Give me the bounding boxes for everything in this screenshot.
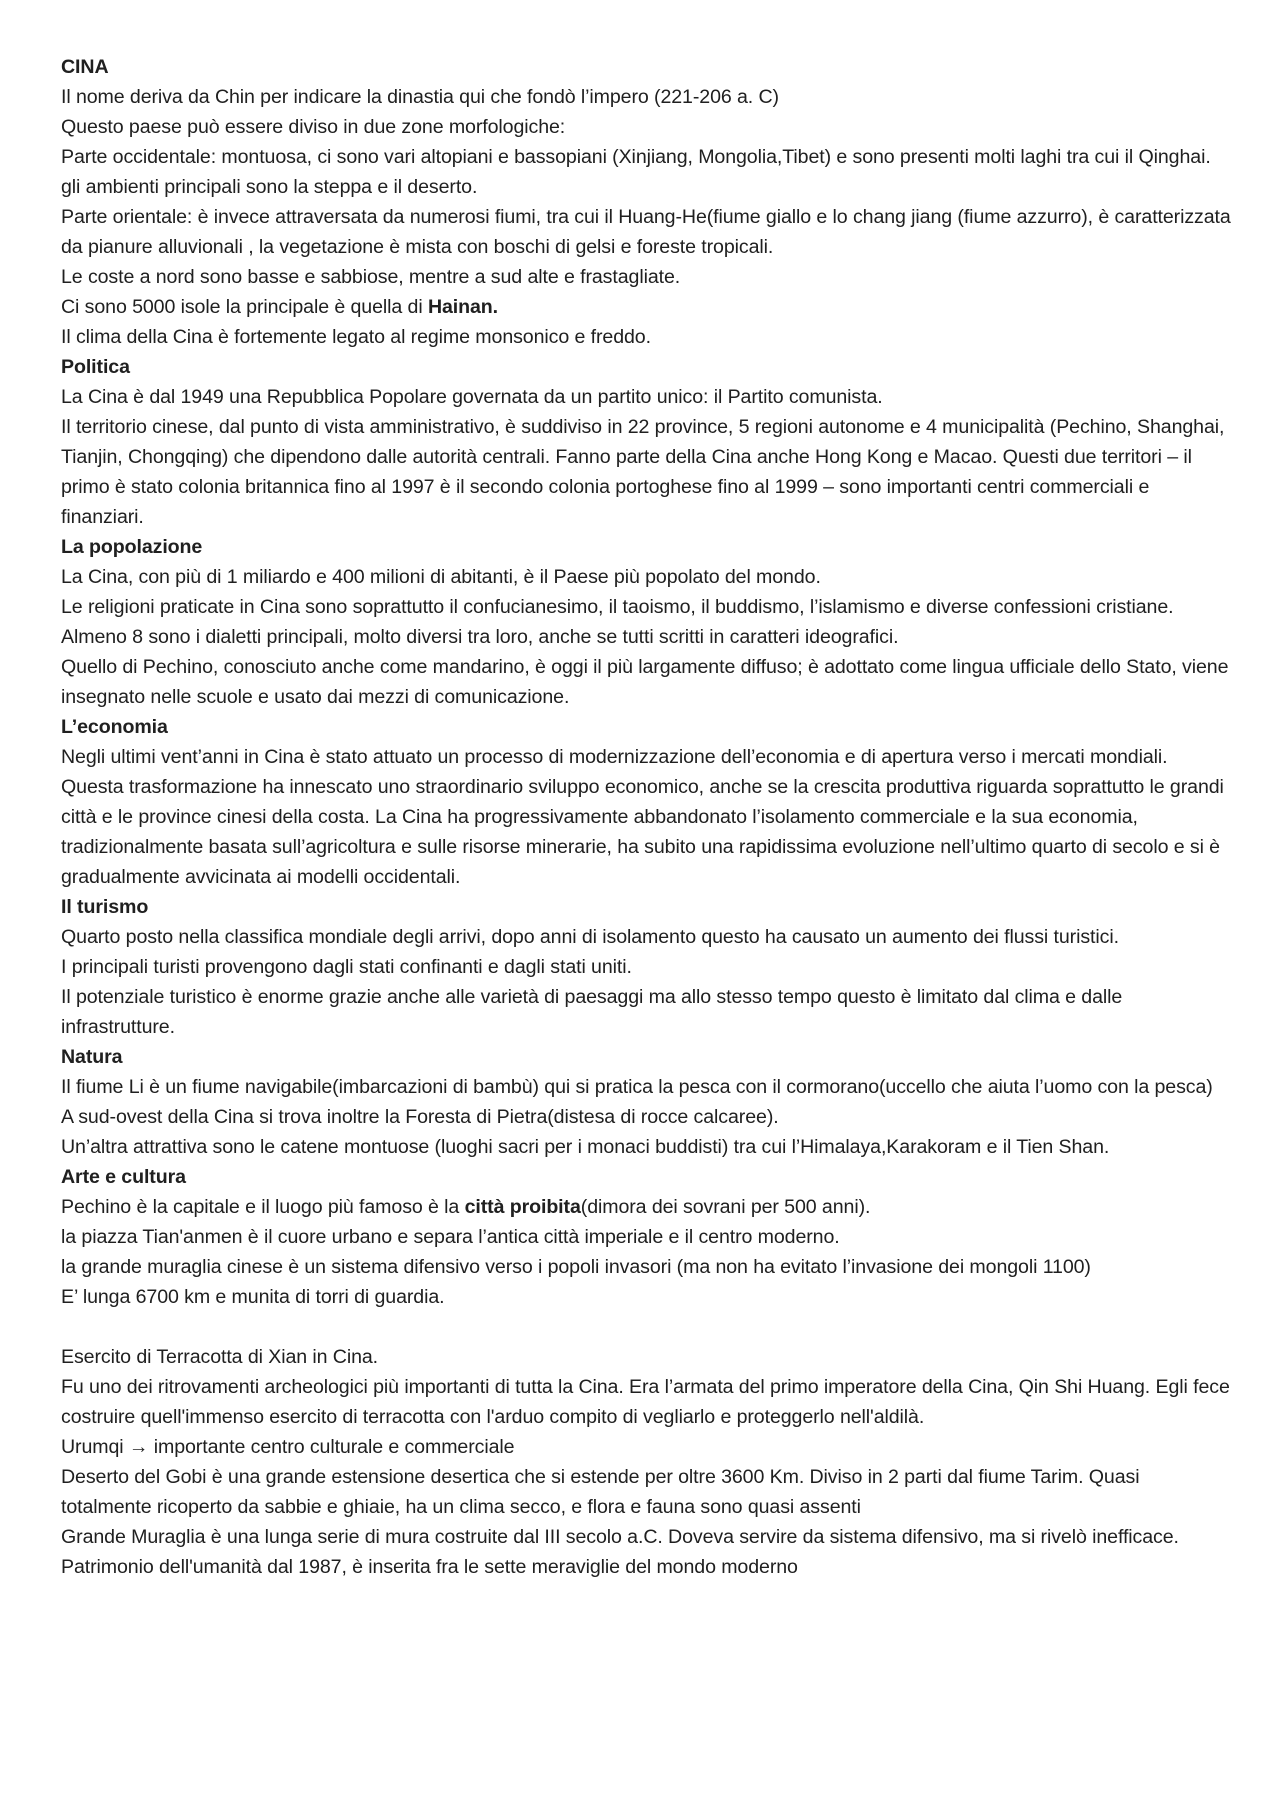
islands-text: Ci sono 5000 isole la principale è quella di bbox=[61, 296, 428, 318]
extra-paragraph: Urumqi → importante centro culturale e commerciale bbox=[61, 1436, 515, 1458]
section-heading-natura: Natura bbox=[61, 1046, 123, 1068]
natura-paragraph: Il fiume Li è un fiume navigabile(imbarcazioni di bambù) qui si pratica la pesca con il cormorano(uccello che aiuta l’uomo con la pesca) bbox=[61, 1076, 1213, 1098]
section-heading-turismo: Il turismo bbox=[61, 896, 149, 918]
intro-paragraph: Le coste a nord sono basse e sabbiose, mentre a sud alte e frastagliate. bbox=[61, 266, 681, 288]
economia-paragraph: Questa trasformazione ha innescato uno straordinario sviluppo economico, anche se la crescita produttiva riguarda soprattutto le grandi città e le province cinesi della costa. La Cina ha progressivamente abbandonato l’isolamento commerciale e la sua economia, tradizionalmente basata sull’agricoltura e sulle risorse minerarie, ha subito una rapidissima evoluzione nell’ultimo quarto di secolo e si è gradualmente avvicinata ai modelli occidentali. bbox=[61, 776, 1224, 888]
politica-paragraph: La Cina è dal 1949 una Repubblica Popolare governata da un partito unico: il Partito comunista. bbox=[61, 386, 883, 408]
section-heading-popolazione: La popolazione bbox=[61, 536, 203, 558]
climate-paragraph: Il clima della Cina è fortemente legato al regime monsonico e freddo. bbox=[61, 326, 651, 348]
arte-paragraph: E’ lunga 6700 km e munita di torri di guardia. bbox=[61, 1286, 445, 1308]
extra-paragraph: Deserto del Gobi è una grande estensione desertica che si estende per oltre 3600 Km. Diviso in 2 parti dal fiume Tarim. Quasi totalmente ricoperto da sabbie e ghiaie, ha un clima secco, e flora e fauna sono quasi assenti bbox=[61, 1466, 1140, 1518]
turismo-paragraph: Quarto posto nella classifica mondiale degli arrivi, dopo anni di isolamento questo ha causato un aumento dei flussi turistici. bbox=[61, 926, 1119, 948]
politica-paragraph: Il territorio cinese, dal punto di vista amministrativo, è suddiviso in 22 province, 5 regioni autonome e 4 municipalità (Pechino, Shanghai, Tianjin, Chongqing) che dipendono dalle autorità centrali. Fanno parte della Cina anche Hong Kong e Macao. Questi due territori – il primo è stato colonia britannica fino al 1997 è il secondo colonia portoghese fino al 1999 – sono importanti centri commerciali e finanziari. bbox=[61, 416, 1225, 528]
natura-paragraph: Un’altra attrattiva sono le catene montuose (luoghi sacri per i monaci buddisti) tra cui l’Himalaya,Karakoram e il Tien Shan. bbox=[61, 1136, 1110, 1158]
extra-paragraph: Esercito di Terracotta di Xian in Cina. bbox=[61, 1346, 379, 1368]
popolazione-paragraph: Almeno 8 sono i dialetti principali, molto diversi tra loro, anche se tutti scritti in caratteri ideografici. bbox=[61, 626, 899, 648]
intro-paragraph: Il nome deriva da Chin per indicare la dinastia qui che fondò l’impero (221-206 a. C) bbox=[61, 86, 779, 108]
popolazione-paragraph: Le religioni praticate in Cina sono soprattutto il confucianesimo, il taoismo, il buddismo, l’islamismo e diverse confessioni cristiane. bbox=[61, 596, 1174, 618]
blank-line bbox=[61, 1312, 1231, 1342]
economia-paragraph: Negli ultimi vent’anni in Cina è stato attuato un processo di modernizzazione dell’economia e di apertura verso i mercati mondiali. bbox=[61, 746, 1168, 768]
forbidden-city-bold: città proibita bbox=[464, 1196, 581, 1218]
intro-paragraph: gli ambienti principali sono la steppa e il deserto. bbox=[61, 176, 478, 198]
intro-paragraph: Questo paese può essere diviso in due zone morfologiche: bbox=[61, 116, 566, 138]
intro-paragraph: Parte occidentale: montuosa, ci sono vari altopiani e bassopiani (Xinjiang, Mongolia,Tibet) e sono presenti molti laghi tra cui il Qinghai. bbox=[61, 146, 1211, 168]
document-title: CINA bbox=[61, 56, 109, 78]
natura-paragraph: A sud-ovest della Cina si trova inoltre la Foresta di Pietra(distesa di rocce calcaree). bbox=[61, 1106, 779, 1128]
capital-text-after: (dimora dei sovrani per 500 anni). bbox=[580, 1196, 871, 1218]
popolazione-paragraph: La Cina, con più di 1 miliardo e 400 milioni di abitanti, è il Paese più popolato del mondo. bbox=[61, 566, 821, 588]
islands-bold-name: Hainan. bbox=[427, 296, 499, 318]
section-heading-arte: Arte e cultura bbox=[61, 1166, 186, 1188]
islands-paragraph bbox=[61, 292, 1231, 322]
turismo-paragraph: I principali turisti provengono dagli stati confinanti e dagli stati uniti. bbox=[61, 956, 632, 978]
arte-paragraph: la piazza Tian'anmen è il cuore urbano e separa l’antica città imperiale e il centro moderno. bbox=[61, 1226, 840, 1248]
extra-paragraph: Grande Muraglia è una lunga serie di mura costruite dal III secolo a.C. Doveva servire da sistema difensivo, ma si rivelò inefficace. Patrimonio dell'umanità dal 1987, è inserita fra le sette meraviglie del mondo moderno bbox=[61, 1526, 1179, 1578]
document-page bbox=[61, 52, 1231, 1582]
arte-paragraph: la grande muraglia cinese è un sistema difensivo verso i popoli invasori (ma non ha evitato l’invasione dei mongoli 1100) bbox=[61, 1256, 1091, 1278]
turismo-paragraph: Il potenziale turistico è enorme grazie anche alle varietà di paesaggi ma allo stesso tempo questo è limitato dal clima e dalle infrastrutture. bbox=[61, 986, 1123, 1038]
arte-capital-paragraph bbox=[61, 1192, 1231, 1222]
capital-text: Pechino è la capitale e il luogo più famoso è la bbox=[61, 1196, 465, 1218]
popolazione-paragraph: Quello di Pechino, conosciuto anche come mandarino, è oggi il più largamente diffuso; è adottato come lingua ufficiale dello Stato, viene insegnato nelle scuole e usato dai mezzi di comunicazione. bbox=[61, 656, 1229, 708]
intro-paragraph: Parte orientale: è invece attraversata da numerosi fiumi, tra cui il Huang-He(fiume giallo e lo chang jiang (fiume azzurro), è caratterizzata da pianure alluvionali , la vegetazione è mista con boschi di gelsi e foreste tropicali. bbox=[61, 206, 1231, 258]
section-heading-economia: L’economia bbox=[61, 716, 168, 738]
extra-paragraph: Fu uno dei ritrovamenti archeologici più importanti di tutta la Cina. Era l’armata del primo imperatore della Cina, Qin Shi Huang. Egli fece costruire quell'immenso esercito di terracotta con l'arduo compito di vegliarlo e proteggerlo nell'aldilà. bbox=[61, 1376, 1230, 1428]
section-heading-politica: Politica bbox=[61, 356, 130, 378]
